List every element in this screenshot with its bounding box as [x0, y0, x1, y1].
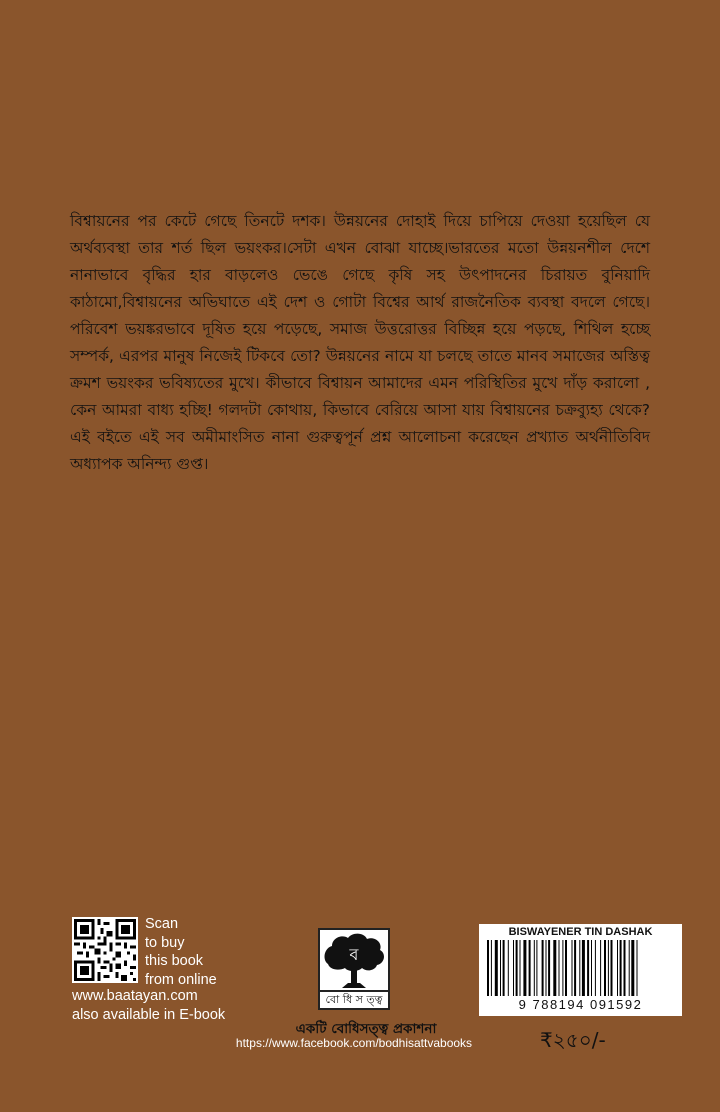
isbn-barcode [479, 924, 682, 1016]
barcode-title: BISWAYENER TIN DASHAK [508, 926, 653, 938]
publisher-logo [318, 928, 390, 1010]
back-cover-blurb [70, 208, 650, 478]
blurb-text: বিশ্বায়নের পর কেটে গেছে তিনটে দশক। উন্নয়নের দোহাই দিয়ে চাপিয়ে দেওয়া হয়েছিল যে অর্থব্যবস্থা তার শর্ত ছিল ভয়ংকর।সেটা এখন বোঝা যাচ্ছে।ভারতের মতো উন্নয়নশীল দেশে নানাভাবে বৃদ্ধির হার বাড়লেও ভেঙে গেছে কৃষি সহ উৎপাদনের চিরায়ত বুনিয়াদি কাঠামো,বিশ্বায়নের অভিঘাতে এই দেশ ও গোটা বিশ্বের আর্থ রাজনৈতিক ব্যবস্থা বদলে গেছে।পরিবেশ ভয়ঙ্করভাবে দূষিত হয়ে পড়েছে, সমাজ উত্তরোত্তর বিচ্ছিন্ন হয়ে পড়ছে, শিথিল হচ্ছে সম্পর্ক, এরপর মানুষ নিজেই টিকবে তো? উন্নয়নের নামে যা চলছে তাতে মানব সমাজের অস্তিত্ব ক্রমশ ভয়ংকর ভবিষ্যতের মুখে। কীভাবে বিশ্বায়ন আমাদের এমন পরিস্থিতির মুখে দাঁড় করালো , কেন আমরা বাধ্য হচ্ছি! গলদটা কোথায়, কিভাবে বেরিয়ে আসা যায় বিশ্বায়নের চক্রব্যুহ্য থেকে? এই বইতে এই সব অমীমাংসিত নানা গুরুত্বপূর্ন প্রশ্ন আলোচনা করেছেন প্রখ্যাত অর্থনীতিবিদ অধ্যাপক অনিন্দ্য গুপ্ত। [70, 212, 650, 473]
qr-code-icon[interactable] [72, 917, 138, 983]
ebook-note: also available in E-book [72, 1006, 226, 1023]
facebook-link[interactable]: https://www.facebook.com/bodhisattvabooks [235, 1036, 473, 1050]
price-label: ₹২৫০/- [540, 1028, 606, 1052]
scan-to-buy-text: Scan to buy this book from online [145, 916, 217, 988]
logo-text: বো ধি স ত্ত্ব [320, 990, 388, 1008]
barcode-bars [487, 940, 674, 996]
tree-logo-icon [320, 930, 388, 990]
isbn-number: 9 788194 091592 [518, 997, 643, 1012]
publisher-tagline: একটি বোধিসত্ত্ব প্রকাশনা [295, 1021, 437, 1037]
logo-letter: ব [349, 945, 359, 964]
website-info [72, 987, 225, 1024]
website-link[interactable]: www.baatayan.com [72, 988, 198, 1004]
